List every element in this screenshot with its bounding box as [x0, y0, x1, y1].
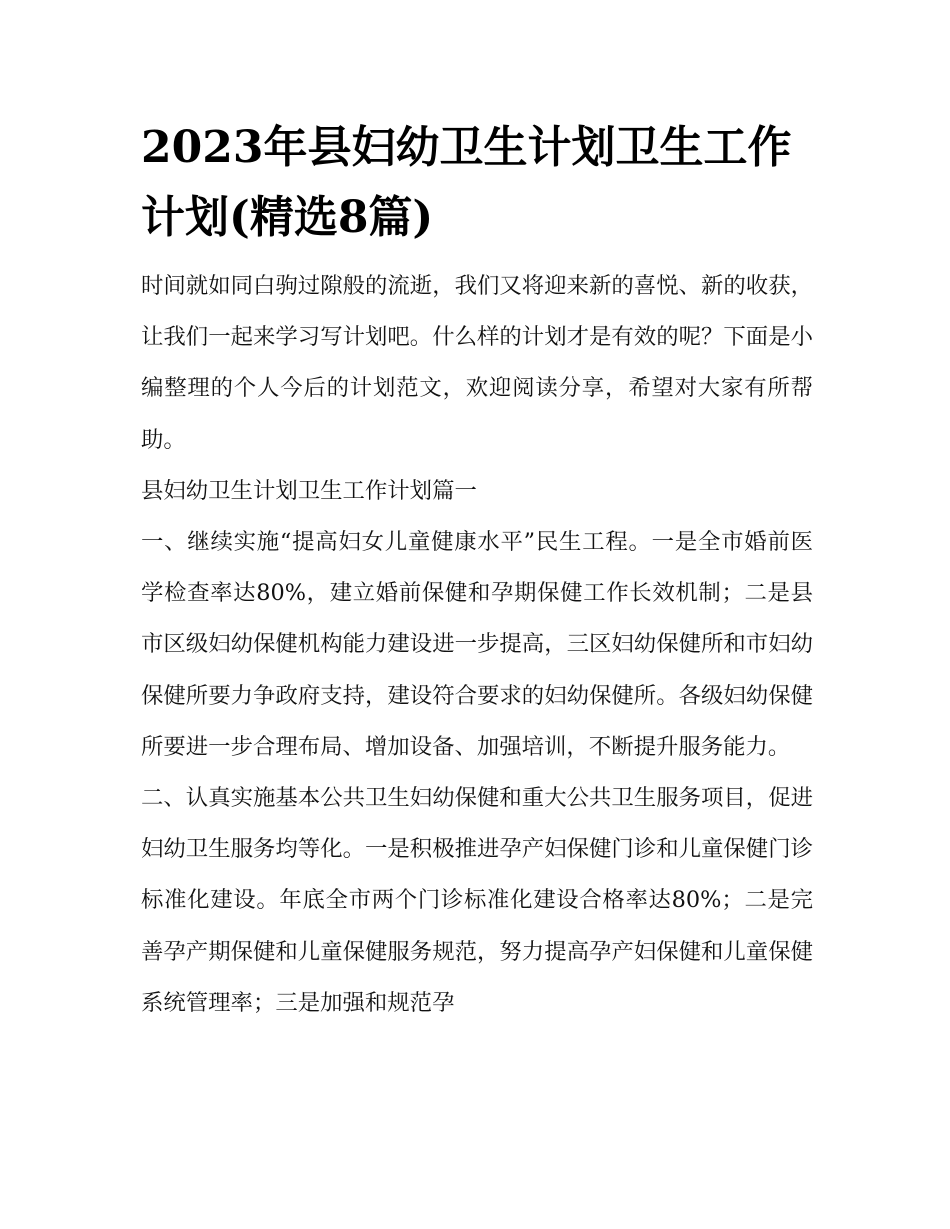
document-body	[141, 261, 813, 1029]
body-paragraph-2: 二、认真实施基本公共卫生妇幼保健和重大公共卫生服务项目，促进妇幼卫生服务均等化。一是积极推进孕产妇保健门诊和儿童保健门诊标准化建设。年底全市两个门诊标准化建设合格率达80%；二是完善孕产期保健和儿童保健服务规范，努力提高孕产妇保健和儿童保健系统管理率；三是加强和规范孕	[141, 785, 813, 1016]
body-paragraph-1: 一、继续实施“提高妇女儿童健康水平”民生工程。一是全市婚前医学检查率达80%，建立婚前保健和孕期保健工作长效机制；二是县市区级妇幼保健机构能力建设进一步提高，三区妇幼保健所和市妇幼保健所要力争政府支持，建设符合要求的妇幼保健所。各级妇幼保健所要进一步合理布局、增加设备、加强培训，不断提升服务能力。	[141, 529, 813, 760]
intro-paragraph: 时间就如同白驹过隙般的流逝，我们又将迎来新的喜悦、新的收获，让我们一起来学习写计划吧。什么样的计划才是有效的呢？下面是小编整理的个人今后的计划范文，欢迎阅读分享，希望对大家有所帮助。	[141, 273, 813, 453]
section-heading: 县妇幼卫生计划卫生工作计划篇一	[141, 477, 477, 504]
document-page	[141, 113, 813, 1029]
document-title: 2023年县妇幼卫生计划卫生工作计划(精选8篇)	[141, 122, 792, 243]
